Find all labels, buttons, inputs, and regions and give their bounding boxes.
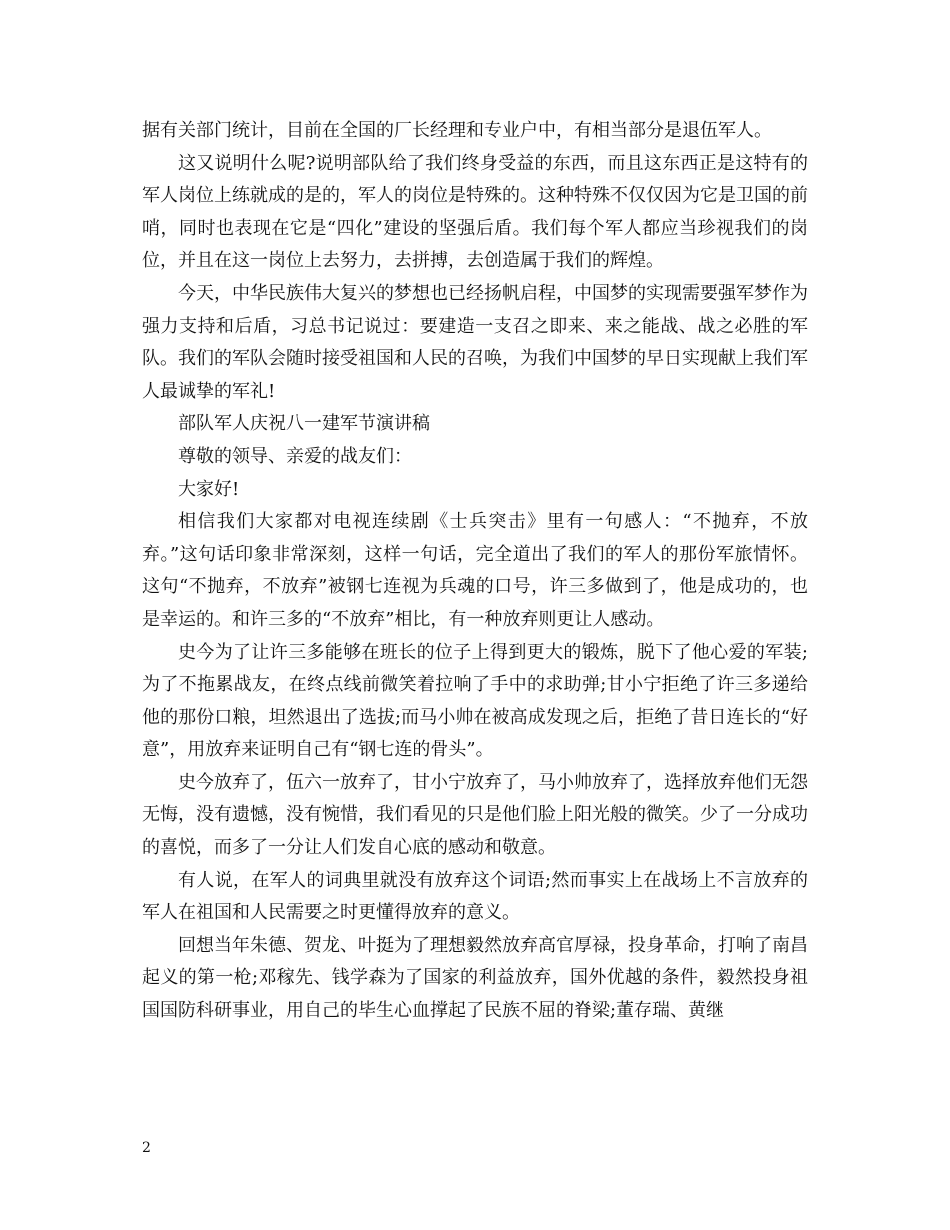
paragraph-11: 回想当年朱德、贺龙、叶挺为了理想毅然放弃高官厚禄，投身革命，打响了南昌起义的第一枪;邓稼先、钱学森为了国家的利益放弃，国外优越的条件，毅然投身祖国国防科研事业，用自己的毕生心血撑起了民族不屈的脊梁;董存瑞、黄继 bbox=[142, 934, 808, 1022]
paragraph-8: 史今为了让许三多能够在班长的位子上得到更大的锻炼，脱下了他心爱的军装;为了不拖累战友，在终点线前微笑着拉响了手中的求助弹;甘小宁拒绝了许三多递给他的那份口粮，坦然退出了选拔;而马小帅在被高成发现之后，拒绝了昔日连长的“好意”，用放弃来证明自己有“钢七连的骨头”。 bbox=[142, 641, 808, 761]
paragraph-1: 据有关部门统计，目前在全国的厂长经理和专业户中，有相当部分是退伍军人。 bbox=[142, 120, 772, 141]
speech-title: 部队军人庆祝八一建军节演讲稿 bbox=[178, 413, 430, 435]
greeting: 大家好! bbox=[178, 478, 240, 500]
paragraph-10: 有人说，在军人的词典里就没有放弃这个词语;然而事实上在战场上不言放弃的军人在祖国和人民需要之时更懂得放弃的意义。 bbox=[142, 869, 808, 924]
salutation: 尊敬的领导、亲爱的战友们： bbox=[178, 445, 412, 467]
paragraph-3: 今天，中华民族伟大复兴的梦想也已经扬帆启程，中国梦的实现需要强军梦作为强力支持和后盾，习总书记说过：要建造一支召之即来、来之能战、战之必胜的军队。我们的军队会随时接受祖国和人民的召唤，为我们中国梦的早日实现献上我们军人最诚挚的军礼! bbox=[142, 282, 808, 402]
document-body bbox=[142, 115, 808, 1028]
paragraph-7: 相信我们大家都对电视连续剧《士兵突击》里有一句感人：“不抛弃，不放弃。”这句话印象非常深刻，这样一句话，完全道出了我们的军人的那份军旅情怀。这句“不抛弃，不放弃”被钢七连视为兵魂的口号，许三多做到了，他是成功的，也是幸运的。和许三多的“不放弃”相比，有一种放弃则更让人感动。 bbox=[142, 511, 808, 630]
page-number: 2 bbox=[142, 1140, 151, 1156]
paragraph-2: 这又说明什么呢?说明部队给了我们终身受益的东西，而且这东西正是这特有的军人岗位上练就成的是的，军人的岗位是特殊的。这种特殊不仅仅因为它是卫国的前哨，同时也表现在它是“四化”建设的坚强后盾。我们每个军人都应当珍视我们的岗位，并且在这一岗位上去努力，去拼搏，去创造属于我们的辉煌。 bbox=[142, 152, 808, 272]
paragraph-9: 史今放弃了，伍六一放弃了，甘小宁放弃了，马小帅放弃了，选择放弃他们无怨无悔，没有遗憾，没有惋惜，我们看见的只是他们脸上阳光般的微笑。少了一分成功的喜悦，而多了一分让人们发自心底的感动和敬意。 bbox=[142, 771, 808, 859]
